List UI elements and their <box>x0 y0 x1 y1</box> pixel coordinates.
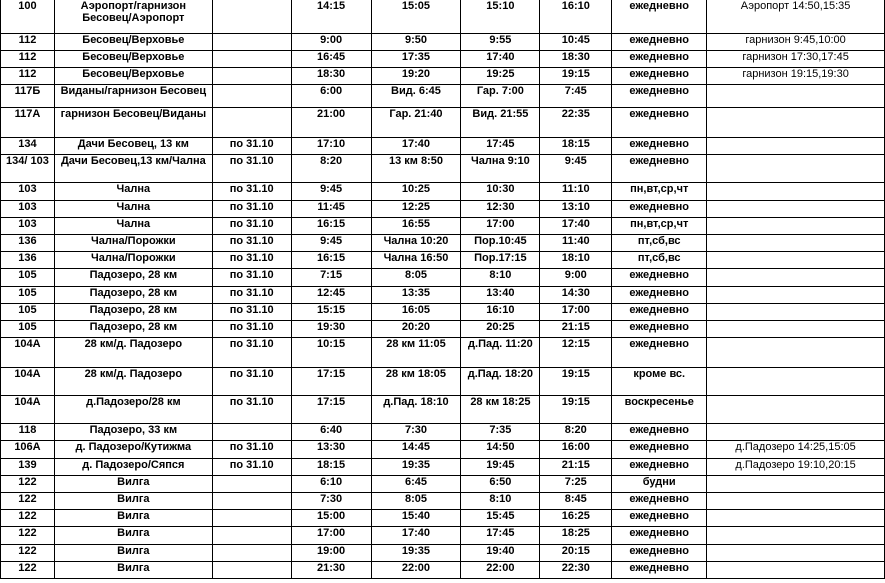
destination-cell: Аэропорт/гарнизон Бесовец/Аэропорт <box>54 0 212 34</box>
arrival-time-cell: 20:15 <box>540 545 612 562</box>
note-cell <box>707 252 885 269</box>
route-number-cell: 103 <box>1 183 55 201</box>
stop-time-2-cell: 15:45 <box>461 510 540 527</box>
departure-time-cell: 11:45 <box>291 201 371 218</box>
destination-cell: Падозеро, 28 км <box>54 269 212 287</box>
route-number-cell: 103 <box>1 201 55 218</box>
note-cell: д.Падозеро 19:10,20:15 <box>707 459 885 476</box>
departure-time-cell: 10:15 <box>291 338 371 368</box>
destination-cell: Бесовец/Верховье <box>54 68 212 85</box>
stop-time-2-cell: д.Пад. 11:20 <box>461 338 540 368</box>
route-number-cell: 134 <box>1 138 55 155</box>
stop-time-2-cell: 8:10 <box>461 493 540 510</box>
valid-until-cell: по 31.10 <box>212 183 291 201</box>
stop-time-2-cell: 17:00 <box>461 218 540 235</box>
stop-time-1-cell: Вид. 6:45 <box>371 85 461 108</box>
note-cell <box>707 155 885 183</box>
departure-time-cell: 17:15 <box>291 396 371 424</box>
stop-time-2-cell: 12:30 <box>461 201 540 218</box>
arrival-time-cell: 9:45 <box>540 155 612 183</box>
stop-time-2-cell: 28 км 18:25 <box>461 396 540 424</box>
stop-time-2-cell: 15:10 <box>461 0 540 34</box>
stop-time-1-cell: 13:35 <box>371 287 461 304</box>
stop-time-2-cell: 14:50 <box>461 441 540 459</box>
stop-time-1-cell: 14:45 <box>371 441 461 459</box>
note-cell <box>707 287 885 304</box>
route-number-cell: 122 <box>1 493 55 510</box>
stop-time-2-cell: д.Пад. 18:20 <box>461 368 540 396</box>
departure-time-cell: 8:20 <box>291 155 371 183</box>
stop-time-1-cell: 17:35 <box>371 51 461 68</box>
operating-days-cell: ежедневно <box>612 138 707 155</box>
note-cell <box>707 562 885 579</box>
destination-cell: Падозеро, 28 км <box>54 321 212 338</box>
route-number-cell: 117Б <box>1 85 55 108</box>
stop-time-2-cell: 22:00 <box>461 562 540 579</box>
stop-time-2-cell: Чална 9:10 <box>461 155 540 183</box>
valid-until-cell <box>212 0 291 34</box>
departure-time-cell: 7:15 <box>291 269 371 287</box>
departure-time-cell: 16:15 <box>291 252 371 269</box>
table-row <box>1 183 885 201</box>
stop-time-1-cell: 19:35 <box>371 545 461 562</box>
arrival-time-cell: 19:15 <box>540 396 612 424</box>
route-number-cell: 134/ 103 <box>1 155 55 183</box>
departure-time-cell: 16:15 <box>291 218 371 235</box>
table-row <box>1 527 885 545</box>
stop-time-1-cell: 17:40 <box>371 138 461 155</box>
arrival-time-cell: 13:10 <box>540 201 612 218</box>
departure-time-cell: 12:45 <box>291 287 371 304</box>
stop-time-2-cell: Пор.10:45 <box>461 235 540 252</box>
destination-cell: Падозеро, 28 км <box>54 287 212 304</box>
route-number-cell: 105 <box>1 321 55 338</box>
valid-until-cell: по 31.10 <box>212 459 291 476</box>
arrival-time-cell: 18:30 <box>540 51 612 68</box>
table-row <box>1 304 885 321</box>
note-cell <box>707 493 885 510</box>
departure-time-cell: 9:45 <box>291 235 371 252</box>
stop-time-1-cell: 19:20 <box>371 68 461 85</box>
note-cell <box>707 396 885 424</box>
destination-cell: д. Падозеро/Кутижма <box>54 441 212 459</box>
table-row <box>1 34 885 51</box>
route-number-cell: 112 <box>1 51 55 68</box>
departure-time-cell: 19:30 <box>291 321 371 338</box>
note-cell <box>707 527 885 545</box>
table-row <box>1 424 885 441</box>
arrival-time-cell: 16:00 <box>540 441 612 459</box>
departure-time-cell: 13:30 <box>291 441 371 459</box>
operating-days-cell: воскресенье <box>612 396 707 424</box>
destination-cell: д.Падозеро/28 км <box>54 396 212 424</box>
valid-until-cell <box>212 510 291 527</box>
stop-time-1-cell: д.Пад. 18:10 <box>371 396 461 424</box>
table-row <box>1 396 885 424</box>
stop-time-1-cell: 22:00 <box>371 562 461 579</box>
valid-until-cell <box>212 527 291 545</box>
destination-cell: Чална/Порожки <box>54 252 212 269</box>
stop-time-2-cell: 17:45 <box>461 527 540 545</box>
valid-until-cell: по 31.10 <box>212 201 291 218</box>
table-row <box>1 287 885 304</box>
stop-time-1-cell: 6:45 <box>371 476 461 493</box>
destination-cell: Падозеро, 28 км <box>54 304 212 321</box>
stop-time-2-cell: 19:25 <box>461 68 540 85</box>
departure-time-cell: 21:30 <box>291 562 371 579</box>
departure-time-cell: 14:15 <box>291 0 371 34</box>
stop-time-2-cell: 17:40 <box>461 51 540 68</box>
departure-time-cell: 17:00 <box>291 527 371 545</box>
arrival-time-cell: 21:15 <box>540 321 612 338</box>
stop-time-2-cell: 6:50 <box>461 476 540 493</box>
departure-time-cell: 19:00 <box>291 545 371 562</box>
stop-time-1-cell: 15:40 <box>371 510 461 527</box>
departure-time-cell: 6:00 <box>291 85 371 108</box>
valid-until-cell <box>212 545 291 562</box>
arrival-time-cell: 17:40 <box>540 218 612 235</box>
operating-days-cell: ежедневно <box>612 493 707 510</box>
operating-days-cell: кроме вс. <box>612 368 707 396</box>
route-number-cell: 104А <box>1 368 55 396</box>
note-cell <box>707 85 885 108</box>
valid-until-cell <box>212 476 291 493</box>
arrival-time-cell: 18:15 <box>540 138 612 155</box>
arrival-time-cell: 8:20 <box>540 424 612 441</box>
destination-cell: Вилга <box>54 527 212 545</box>
table-row <box>1 545 885 562</box>
departure-time-cell: 18:15 <box>291 459 371 476</box>
valid-until-cell: по 31.10 <box>212 396 291 424</box>
operating-days-cell: ежедневно <box>612 424 707 441</box>
arrival-time-cell: 10:45 <box>540 34 612 51</box>
destination-cell: Чална <box>54 201 212 218</box>
valid-until-cell: по 31.10 <box>212 252 291 269</box>
table-row <box>1 0 885 34</box>
stop-time-2-cell: 10:30 <box>461 183 540 201</box>
arrival-time-cell: 16:10 <box>540 0 612 34</box>
table-row <box>1 562 885 579</box>
note-cell <box>707 304 885 321</box>
stop-time-2-cell: Пор.17:15 <box>461 252 540 269</box>
route-number-cell: 112 <box>1 68 55 85</box>
table-row <box>1 235 885 252</box>
departure-time-cell: 18:30 <box>291 68 371 85</box>
route-number-cell: 122 <box>1 476 55 493</box>
stop-time-1-cell: 15:05 <box>371 0 461 34</box>
arrival-time-cell: 22:35 <box>540 108 612 138</box>
valid-until-cell <box>212 51 291 68</box>
departure-time-cell: 15:00 <box>291 510 371 527</box>
arrival-time-cell: 22:30 <box>540 562 612 579</box>
destination-cell: Чална <box>54 218 212 235</box>
table-row <box>1 252 885 269</box>
stop-time-2-cell: 17:45 <box>461 138 540 155</box>
table-row <box>1 108 885 138</box>
arrival-time-cell: 16:25 <box>540 510 612 527</box>
operating-days-cell: ежедневно <box>612 459 707 476</box>
valid-until-cell: по 31.10 <box>212 368 291 396</box>
departure-time-cell: 21:00 <box>291 108 371 138</box>
valid-until-cell <box>212 108 291 138</box>
valid-until-cell <box>212 424 291 441</box>
stop-time-2-cell: 16:10 <box>461 304 540 321</box>
stop-time-2-cell: 20:25 <box>461 321 540 338</box>
stop-time-2-cell: 8:10 <box>461 269 540 287</box>
route-number-cell: 136 <box>1 252 55 269</box>
destination-cell: Бесовец/Верховье <box>54 51 212 68</box>
route-number-cell: 100 <box>1 0 55 34</box>
note-cell <box>707 321 885 338</box>
note-cell <box>707 338 885 368</box>
table-row <box>1 68 885 85</box>
note-cell <box>707 476 885 493</box>
route-number-cell: 122 <box>1 527 55 545</box>
table-row <box>1 510 885 527</box>
stop-time-1-cell: Чална 16:50 <box>371 252 461 269</box>
stop-time-1-cell: 17:40 <box>371 527 461 545</box>
stop-time-1-cell: Гар. 21:40 <box>371 108 461 138</box>
departure-time-cell: 6:10 <box>291 476 371 493</box>
operating-days-cell: ежедневно <box>612 287 707 304</box>
destination-cell: 28 км/д. Падозеро <box>54 368 212 396</box>
route-number-cell: 105 <box>1 269 55 287</box>
arrival-time-cell: 19:15 <box>540 68 612 85</box>
stop-time-2-cell: 9:55 <box>461 34 540 51</box>
route-number-cell: 105 <box>1 304 55 321</box>
stop-time-1-cell: 16:05 <box>371 304 461 321</box>
operating-days-cell: ежедневно <box>612 527 707 545</box>
valid-until-cell <box>212 493 291 510</box>
arrival-time-cell: 8:45 <box>540 493 612 510</box>
stop-time-1-cell: 7:30 <box>371 424 461 441</box>
table-row <box>1 218 885 235</box>
route-number-cell: 106А <box>1 441 55 459</box>
destination-cell: Вилга <box>54 476 212 493</box>
stop-time-2-cell: Гар. 7:00 <box>461 85 540 108</box>
stop-time-1-cell: 28 км 18:05 <box>371 368 461 396</box>
departure-time-cell: 15:15 <box>291 304 371 321</box>
table-row <box>1 85 885 108</box>
stop-time-2-cell: 7:35 <box>461 424 540 441</box>
operating-days-cell: ежедневно <box>612 85 707 108</box>
arrival-time-cell: 7:45 <box>540 85 612 108</box>
stop-time-1-cell: 8:05 <box>371 493 461 510</box>
table-row <box>1 269 885 287</box>
arrival-time-cell: 19:15 <box>540 368 612 396</box>
operating-days-cell: ежедневно <box>612 108 707 138</box>
operating-days-cell: ежедневно <box>612 321 707 338</box>
arrival-time-cell: 14:30 <box>540 287 612 304</box>
operating-days-cell: ежедневно <box>612 510 707 527</box>
note-cell <box>707 138 885 155</box>
departure-time-cell: 7:30 <box>291 493 371 510</box>
route-number-cell: 105 <box>1 287 55 304</box>
route-number-cell: 104А <box>1 338 55 368</box>
valid-until-cell: по 31.10 <box>212 218 291 235</box>
destination-cell: Вилга <box>54 493 212 510</box>
destination-cell: д. Падозеро/Сяпся <box>54 459 212 476</box>
valid-until-cell <box>212 85 291 108</box>
route-number-cell: 118 <box>1 424 55 441</box>
table-row <box>1 321 885 338</box>
arrival-time-cell: 11:10 <box>540 183 612 201</box>
destination-cell: Вилга <box>54 510 212 527</box>
destination-cell: Бесовец/Верховье <box>54 34 212 51</box>
valid-until-cell: по 31.10 <box>212 138 291 155</box>
stop-time-1-cell: 28 км 11:05 <box>371 338 461 368</box>
operating-days-cell: ежедневно <box>612 51 707 68</box>
note-cell: гарнизон 9:45,10:00 <box>707 34 885 51</box>
stop-time-2-cell: 19:45 <box>461 459 540 476</box>
note-cell <box>707 545 885 562</box>
destination-cell: Дачи Бесовец,13 км/Чална <box>54 155 212 183</box>
note-cell <box>707 269 885 287</box>
note-cell: Аэропорт 14:50,15:35 <box>707 0 885 34</box>
stop-time-1-cell: 12:25 <box>371 201 461 218</box>
stop-time-1-cell: Чална 10:20 <box>371 235 461 252</box>
stop-time-2-cell: 13:40 <box>461 287 540 304</box>
stop-time-1-cell: 20:20 <box>371 321 461 338</box>
table-row <box>1 493 885 510</box>
route-number-cell: 117А <box>1 108 55 138</box>
valid-until-cell: по 31.10 <box>212 269 291 287</box>
table-row <box>1 441 885 459</box>
arrival-time-cell: 17:00 <box>540 304 612 321</box>
valid-until-cell: по 31.10 <box>212 155 291 183</box>
operating-days-cell: пт,сб,вс <box>612 252 707 269</box>
table-row <box>1 338 885 368</box>
departure-time-cell: 9:00 <box>291 34 371 51</box>
destination-cell: Чална <box>54 183 212 201</box>
departure-time-cell: 9:45 <box>291 183 371 201</box>
note-cell: гарнизон 19:15,19:30 <box>707 68 885 85</box>
note-cell: д.Падозеро 14:25,15:05 <box>707 441 885 459</box>
operating-days-cell: ежедневно <box>612 68 707 85</box>
destination-cell: Падозеро, 33 км <box>54 424 212 441</box>
valid-until-cell: по 31.10 <box>212 338 291 368</box>
operating-days-cell: ежедневно <box>612 34 707 51</box>
route-number-cell: 104А <box>1 396 55 424</box>
destination-cell: Вилга <box>54 545 212 562</box>
table-row <box>1 51 885 68</box>
stop-time-2-cell: 19:40 <box>461 545 540 562</box>
table-row <box>1 368 885 396</box>
arrival-time-cell: 7:25 <box>540 476 612 493</box>
destination-cell: Дачи Бесовец, 13 км <box>54 138 212 155</box>
operating-days-cell: ежедневно <box>612 545 707 562</box>
note-cell <box>707 424 885 441</box>
note-cell <box>707 108 885 138</box>
departure-time-cell: 16:45 <box>291 51 371 68</box>
valid-until-cell: по 31.10 <box>212 287 291 304</box>
note-cell <box>707 510 885 527</box>
destination-cell: Чална/Порожки <box>54 235 212 252</box>
destination-cell: 28 км/д. Падозеро <box>54 338 212 368</box>
stop-time-1-cell: 19:35 <box>371 459 461 476</box>
note-cell <box>707 235 885 252</box>
route-number-cell: 112 <box>1 34 55 51</box>
valid-until-cell: по 31.10 <box>212 235 291 252</box>
operating-days-cell: ежедневно <box>612 155 707 183</box>
destination-cell: Виданы/гарнизон Бесовец <box>54 85 212 108</box>
valid-until-cell: по 31.10 <box>212 304 291 321</box>
table-row <box>1 138 885 155</box>
arrival-time-cell: 18:25 <box>540 527 612 545</box>
destination-cell: Вилга <box>54 562 212 579</box>
stop-time-2-cell: Вид. 21:55 <box>461 108 540 138</box>
operating-days-cell: ежедневно <box>612 441 707 459</box>
departure-time-cell: 17:15 <box>291 368 371 396</box>
operating-days-cell: пт,сб,вс <box>612 235 707 252</box>
destination-cell: гарнизон Бесовец/Виданы <box>54 108 212 138</box>
operating-days-cell: будни <box>612 476 707 493</box>
arrival-time-cell: 11:40 <box>540 235 612 252</box>
operating-days-cell: пн,вт,ср,чт <box>612 183 707 201</box>
note-cell: гарнизон 17:30,17:45 <box>707 51 885 68</box>
arrival-time-cell: 12:15 <box>540 338 612 368</box>
operating-days-cell: ежедневно <box>612 0 707 34</box>
stop-time-1-cell: 13 км 8:50 <box>371 155 461 183</box>
valid-until-cell <box>212 68 291 85</box>
table-row <box>1 155 885 183</box>
arrival-time-cell: 21:15 <box>540 459 612 476</box>
route-number-cell: 103 <box>1 218 55 235</box>
operating-days-cell: ежедневно <box>612 304 707 321</box>
valid-until-cell: по 31.10 <box>212 441 291 459</box>
operating-days-cell: ежедневно <box>612 201 707 218</box>
note-cell <box>707 368 885 396</box>
route-number-cell: 122 <box>1 510 55 527</box>
stop-time-1-cell: 10:25 <box>371 183 461 201</box>
operating-days-cell: ежедневно <box>612 338 707 368</box>
arrival-time-cell: 18:10 <box>540 252 612 269</box>
table-row <box>1 476 885 493</box>
valid-until-cell <box>212 562 291 579</box>
departure-time-cell: 17:10 <box>291 138 371 155</box>
stop-time-1-cell: 9:50 <box>371 34 461 51</box>
operating-days-cell: ежедневно <box>612 562 707 579</box>
departure-time-cell: 6:40 <box>291 424 371 441</box>
note-cell <box>707 218 885 235</box>
valid-until-cell: по 31.10 <box>212 321 291 338</box>
stop-time-1-cell: 16:55 <box>371 218 461 235</box>
operating-days-cell: ежедневно <box>612 269 707 287</box>
note-cell <box>707 201 885 218</box>
route-number-cell: 139 <box>1 459 55 476</box>
table-row <box>1 201 885 218</box>
table-row <box>1 459 885 476</box>
route-number-cell: 136 <box>1 235 55 252</box>
note-cell <box>707 183 885 201</box>
arrival-time-cell: 9:00 <box>540 269 612 287</box>
route-number-cell: 122 <box>1 545 55 562</box>
stop-time-1-cell: 8:05 <box>371 269 461 287</box>
valid-until-cell <box>212 34 291 51</box>
route-number-cell: 122 <box>1 562 55 579</box>
operating-days-cell: пн,вт,ср,чт <box>612 218 707 235</box>
